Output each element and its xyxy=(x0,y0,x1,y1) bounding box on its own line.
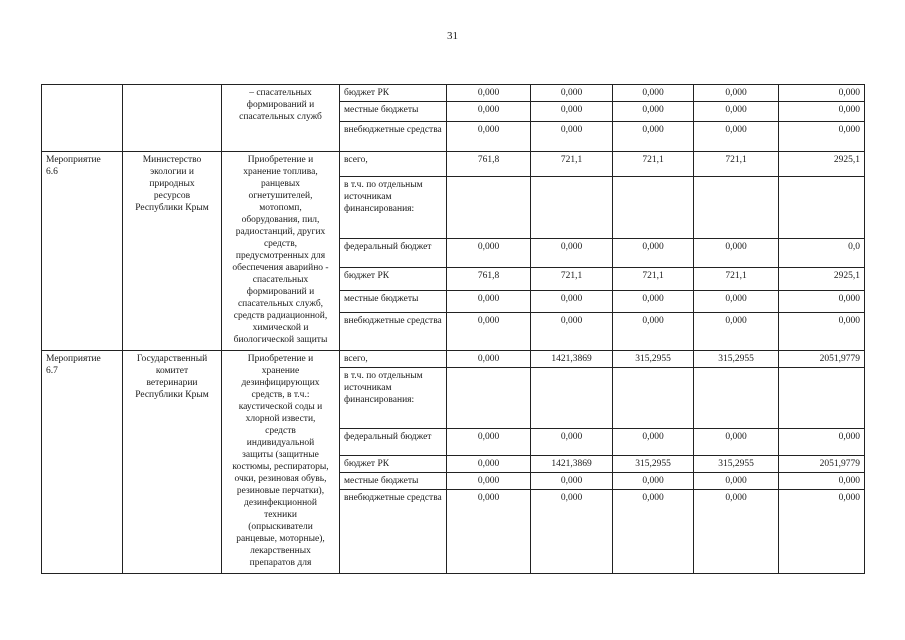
amount-cell: 0,000 xyxy=(447,313,531,351)
amount-cell: 0,000 xyxy=(447,85,531,102)
table-row xyxy=(42,152,865,177)
amount-cell: 0,000 xyxy=(694,291,779,313)
amount-cell xyxy=(531,368,613,429)
amount-cell xyxy=(779,177,865,239)
amount-cell: 0,000 xyxy=(613,102,694,122)
amount-cell: 721,1 xyxy=(613,268,694,291)
funding-table xyxy=(41,84,865,574)
funding-source: федеральный бюджет xyxy=(340,429,447,456)
funding-source: бюджет РК xyxy=(340,268,447,291)
amount-cell: 2051,9779 xyxy=(779,351,865,368)
amount-cell: 0,000 xyxy=(531,291,613,313)
amount-cell xyxy=(779,368,865,429)
amount-cell: 0,000 xyxy=(613,239,694,268)
amount-cell: 0,000 xyxy=(694,473,779,490)
amount-cell: 0,000 xyxy=(694,122,779,152)
description-text: Приобретение и хранение дезинфицирующих средств, в т.ч.: каустической соды и хлорной извести, средств индивидуальной защиты (защитные костюмы, респираторы, очки, резиновая обувь, резиновые перчатки), дезинфекционной техники (опрыскиватели ранцевые, моторные), лекарственных препаратов для xyxy=(232,354,329,568)
amount-cell: 0,000 xyxy=(531,490,613,574)
amount-cell: 0,000 xyxy=(694,429,779,456)
amount-cell: 0,000 xyxy=(447,239,531,268)
amount-cell: 0,000 xyxy=(779,313,865,351)
amount-cell: 0,000 xyxy=(531,239,613,268)
amount-cell: 0,000 xyxy=(694,490,779,574)
amount-cell: 0,000 xyxy=(447,122,531,152)
funding-source: федеральный бюджет xyxy=(340,239,447,268)
amount-cell: 0,000 xyxy=(447,429,531,456)
amount-cell: 0,000 xyxy=(694,239,779,268)
amount-cell: 721,1 xyxy=(694,152,779,177)
organization-cell xyxy=(123,152,222,351)
amount-cell: 0,000 xyxy=(779,490,865,574)
amount-cell: 315,2955 xyxy=(613,351,694,368)
description-text: Приобретение и хранение топлива, ранцевых огнетушителей, мотопомп, оборудования, пил, радиостанций, других средств, предусмотренных для обеспечения аварийно - спасательных формирований и спасательных служб, средств радиационной, химической и биологической защиты xyxy=(232,155,329,345)
activity-cell xyxy=(42,85,123,152)
amount-cell: 0,000 xyxy=(779,473,865,490)
amount-cell: 0,000 xyxy=(531,473,613,490)
amount-cell: 0,000 xyxy=(779,102,865,122)
amount-cell: 2051,9779 xyxy=(779,456,865,473)
amount-cell: 0,000 xyxy=(447,490,531,574)
amount-cell: 315,2955 xyxy=(613,456,694,473)
amount-cell: 721,1 xyxy=(694,268,779,291)
amount-cell: 0,000 xyxy=(613,291,694,313)
amount-cell xyxy=(694,177,779,239)
organization-cell xyxy=(123,85,222,152)
amount-cell: 0,0 xyxy=(779,239,865,268)
funding-source: внебюджетные средства xyxy=(340,490,447,574)
description-cell xyxy=(222,85,340,152)
amount-cell: 0,000 xyxy=(694,102,779,122)
amount-cell: 721,1 xyxy=(531,152,613,177)
amount-cell: 0,000 xyxy=(613,122,694,152)
amount-cell: 315,2955 xyxy=(694,456,779,473)
funding-source: местные бюджеты xyxy=(340,473,447,490)
amount-cell: 0,000 xyxy=(613,473,694,490)
amount-cell: 0,000 xyxy=(613,490,694,574)
amount-cell: 0,000 xyxy=(779,122,865,152)
funding-source: бюджет РК xyxy=(340,456,447,473)
table-row xyxy=(42,351,865,368)
description-cell xyxy=(222,351,340,574)
funding-source: в т.ч. по отдельным источникам финансирования: xyxy=(340,368,447,429)
funding-source: в т.ч. по отдельным источникам финансирования: xyxy=(340,177,447,239)
amount-cell xyxy=(694,368,779,429)
amount-cell: 2925,1 xyxy=(779,152,865,177)
organization-label: Государственный комитет ветеринарии Республики Крым xyxy=(135,354,209,400)
activity-cell xyxy=(42,152,123,351)
activity-label: Мероприятие 6.7 xyxy=(46,354,101,376)
funding-source: внебюджетные средства xyxy=(340,122,447,152)
amount-cell: 315,2955 xyxy=(694,351,779,368)
funding-source: всего, xyxy=(340,152,447,177)
amount-cell: 0,000 xyxy=(531,429,613,456)
description-cell xyxy=(222,152,340,351)
amount-cell: 761,8 xyxy=(447,268,531,291)
funding-source: всего, xyxy=(340,351,447,368)
amount-cell: 2925,1 xyxy=(779,268,865,291)
amount-cell: 0,000 xyxy=(694,313,779,351)
page-number: 31 xyxy=(447,30,458,42)
amount-cell xyxy=(613,177,694,239)
funding-source: бюджет РК xyxy=(340,85,447,102)
amount-cell: 0,000 xyxy=(613,313,694,351)
amount-cell: 721,1 xyxy=(531,268,613,291)
amount-cell xyxy=(447,177,531,239)
amount-cell: 0,000 xyxy=(613,85,694,102)
amount-cell: 0,000 xyxy=(779,291,865,313)
amount-cell: 1421,3869 xyxy=(531,351,613,368)
funding-source: местные бюджеты xyxy=(340,102,447,122)
amount-cell xyxy=(613,368,694,429)
amount-cell: 0,000 xyxy=(531,85,613,102)
amount-cell: 0,000 xyxy=(531,102,613,122)
amount-cell: 0,000 xyxy=(531,313,613,351)
amount-cell: 761,8 xyxy=(447,152,531,177)
activity-cell xyxy=(42,351,123,574)
amount-cell: 0,000 xyxy=(694,85,779,102)
amount-cell: 0,000 xyxy=(779,429,865,456)
amount-cell: 0,000 xyxy=(447,291,531,313)
amount-cell: 0,000 xyxy=(447,102,531,122)
organization-cell xyxy=(123,351,222,574)
amount-cell xyxy=(447,368,531,429)
funding-source: внебюджетные средства xyxy=(340,313,447,351)
amount-cell: 0,000 xyxy=(447,456,531,473)
amount-cell: 721,1 xyxy=(613,152,694,177)
amount-cell xyxy=(531,177,613,239)
amount-cell: 0,000 xyxy=(531,122,613,152)
funding-source: местные бюджеты xyxy=(340,291,447,313)
amount-cell: 0,000 xyxy=(447,351,531,368)
activity-label: Мероприятие 6.6 xyxy=(46,155,101,177)
amount-cell: 0,000 xyxy=(447,473,531,490)
amount-cell: 0,000 xyxy=(779,85,865,102)
amount-cell: 0,000 xyxy=(613,429,694,456)
table-row xyxy=(42,85,865,102)
description-text: – спасательных формирований и спасательных служб xyxy=(239,88,322,122)
amount-cell: 1421,3869 xyxy=(531,456,613,473)
organization-label: Министерство экологии и природных ресурсов Республики Крым xyxy=(135,155,209,213)
